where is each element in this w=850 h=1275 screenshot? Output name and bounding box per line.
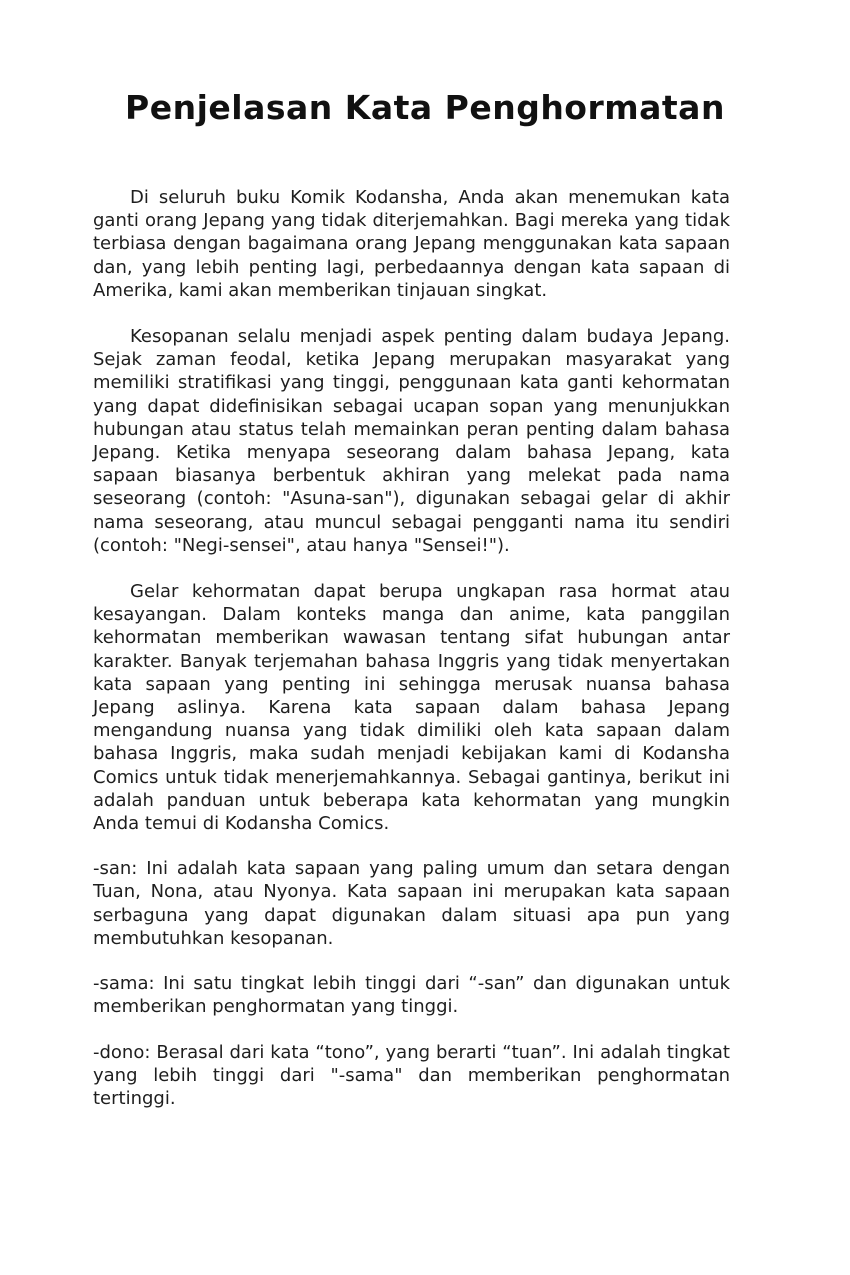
honorifics-paragraph: Gelar kehormatan dapat berupa ungkapan rasa hormat atau kesayangan. Dalam konteks manga dan anime, kata panggilan kehormatan memberikan wawasan tentang sifat hubungan antar karakter. Banyak terjemahan bahasa Inggris yang tidak menyertakan kata sapaan yang penting ini sehingga merusak nuansa bahasa Jepang aslinya. Karena kata sapaan dalam bahasa Jepang mengandung nuansa yang tidak dimiliki oleh kata sapaan dalam bahasa Inggris, maka sudah menjadi kebijakan kami di Kodansha Comics untuk tidak menerjemahkannya. Sebagai gantinya, berikut ini adalah panduan untuk beberapa kata kehormatan yang mungkin Anda temui di Kodansha Comics. <box>93 581 730 835</box>
body-text <box>93 186 730 1110</box>
definition-sama: -sama: Ini satu tingkat lebih tinggi dari “-san” dan digunakan untuk memberikan penghormatan yang tinggi. <box>93 973 730 1018</box>
definition-san: -san: Ini adalah kata sapaan yang paling umum dan setara dengan Tuan, Nona, atau Nyonya. Kata sapaan ini merupakan kata sapaan serbaguna yang dapat digunakan dalam situasi apa pun yang membutuhkan kesopanan. <box>93 858 730 949</box>
intro-paragraph: Di seluruh buku Komik Kodansha, Anda akan menemukan kata ganti orang Jepang yang tidak diterjemahkan. Bagi mereka yang tidak terbiasa dengan bagaimana orang Jepang menggunakan kata sapaan dan, yang lebih penting lagi, perbedaannya dengan kata sapaan di Amerika, kami akan memberikan tinjauan singkat. <box>93 187 730 301</box>
page-title: Penjelasan Kata Penghormatan <box>125 88 725 127</box>
definition-dono: -dono: Berasal dari kata “tono”, yang berarti “tuan”. Ini adalah tingkat yang lebih tinggi dari "-sama" dan memberikan penghormatan tertinggi. <box>93 1041 730 1109</box>
politeness-paragraph: Kesopanan selalu menjadi aspek penting dalam budaya Jepang. Sejak zaman feodal, ketika Jepang merupakan masyarakat yang memiliki stratifikasi yang tinggi, penggunaan kata ganti kehormatan yang dapat didefinisikan sebagai ucapan sopan yang menunjukkan hubungan atau status telah memainkan peran penting dalam bahasa Jepang. Ketika menyapa seseorang dalam bahasa Jepang, kata sapaan biasanya berbentuk akhiran yang melekat pada nama seseorang (contoh: "Asuna-san"), digunakan sebagai gelar di akhir nama seseorang, atau muncul sebagai pengganti nama itu sendiri (contoh: "Negi-sensei", atau hanya "Sensei!"). <box>93 326 730 556</box>
